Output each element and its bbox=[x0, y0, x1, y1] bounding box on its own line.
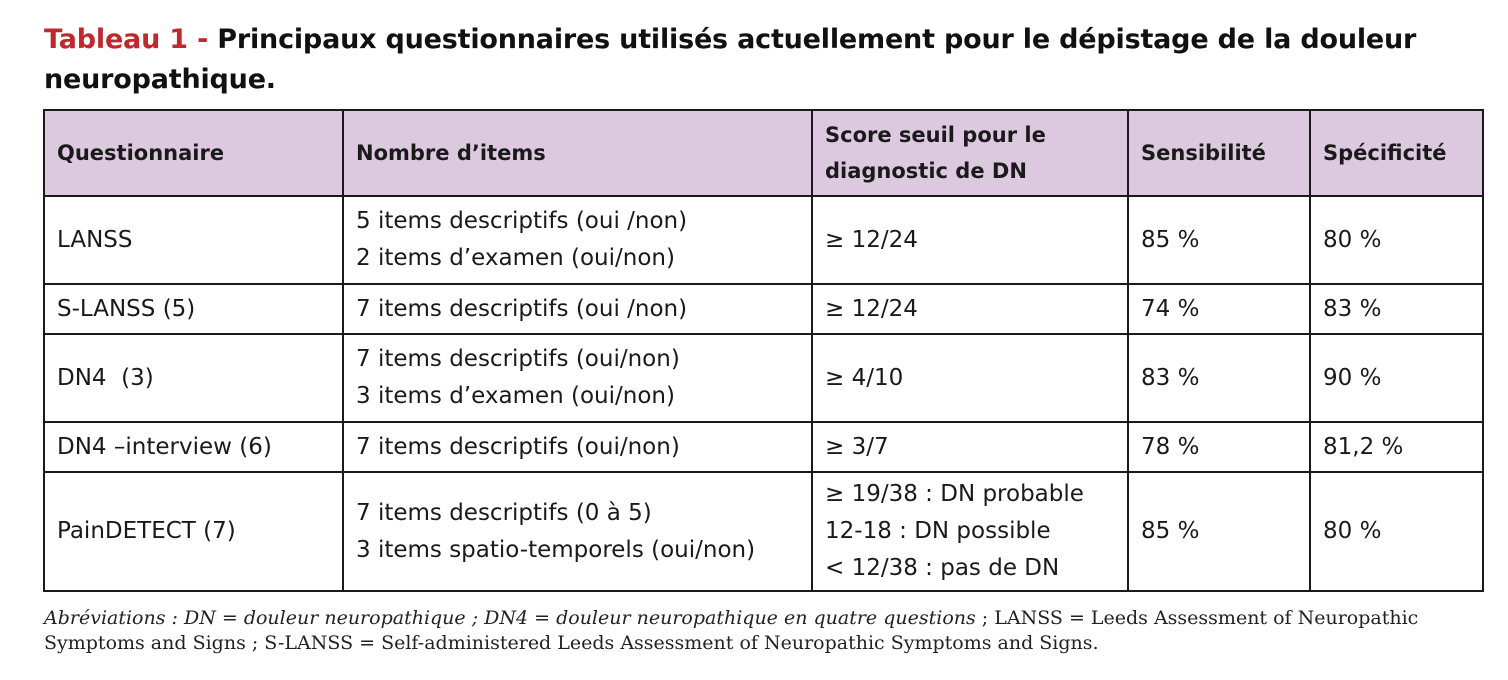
abbreviations-footnote bbox=[44, 606, 1474, 656]
header-specificite: Spécificité bbox=[1310, 110, 1483, 196]
cell-items: 7 items descriptifs (oui/non) bbox=[343, 422, 812, 472]
footnote-roman: ; LANSS = Leeds Assessment of Neuropathic Symptoms and Signs ; S-LANSS = Self-administered Leeds Assessment of Neuropathic Symptoms and Signs. bbox=[44, 607, 1419, 654]
cell-sensibilite: 74 % bbox=[1128, 284, 1310, 334]
table-title bbox=[44, 20, 1464, 100]
footnote-italic: Abréviations : DN = douleur neuropathique ; DN4 = douleur neuropathique en quatre questions bbox=[44, 607, 976, 629]
cell-score bbox=[812, 472, 1128, 591]
cell-sensibilite: 78 % bbox=[1128, 422, 1310, 472]
cell-specificite: 90 % bbox=[1310, 334, 1483, 422]
cell-specificite: 80 % bbox=[1310, 472, 1483, 591]
cell-score: ≥ 4/10 bbox=[812, 334, 1128, 422]
table-header-row bbox=[44, 110, 1483, 196]
cell-items-line: 5 items descriptifs (oui /non) bbox=[356, 208, 688, 234]
cell-score-line: ≥ 19/38 : DN probable bbox=[825, 481, 1084, 507]
cell-specificite: 83 % bbox=[1310, 284, 1483, 334]
cell-questionnaire: DN4 –interview (6) bbox=[44, 422, 343, 472]
table-row bbox=[44, 334, 1483, 422]
cell-score-line: 12-18 : DN possible bbox=[825, 518, 1051, 544]
cell-score-line: < 12/38 : pas de DN bbox=[825, 555, 1060, 581]
cell-questionnaire: DN4 (3) bbox=[44, 334, 343, 422]
header-score bbox=[812, 110, 1128, 196]
table-title-text: Principaux questionnaires utilisés actuellement pour le dépistage de la douleur neuropathique. bbox=[44, 24, 1417, 95]
header-score-line: diagnostic de DN bbox=[825, 159, 1027, 183]
cell-questionnaire: PainDETECT (7) bbox=[44, 472, 343, 591]
table-title-label: Tableau 1 - bbox=[44, 24, 209, 55]
cell-items-line: 2 items d’examen (oui/non) bbox=[356, 245, 675, 271]
header-score-line: Score seuil pour le bbox=[825, 123, 1046, 147]
table-row bbox=[44, 472, 1483, 591]
header-items: Nombre d’items bbox=[343, 110, 812, 196]
cell-items-line: 3 items d’examen (oui/non) bbox=[356, 383, 675, 409]
cell-items-line: 3 items spatio-temporels (oui/non) bbox=[356, 536, 756, 563]
cell-questionnaire: S-LANSS (5) bbox=[44, 284, 343, 334]
cell-items bbox=[343, 196, 812, 284]
cell-specificite: 81,2 % bbox=[1310, 422, 1483, 472]
cell-score: ≥ 12/24 bbox=[812, 196, 1128, 284]
header-sensibilite: Sensibilité bbox=[1128, 110, 1310, 196]
table-row bbox=[44, 422, 1483, 472]
cell-items bbox=[343, 472, 812, 591]
cell-sensibilite: 85 % bbox=[1128, 196, 1310, 284]
cell-sensibilite: 83 % bbox=[1128, 334, 1310, 422]
table-row bbox=[44, 196, 1483, 284]
cell-score: ≥ 12/24 bbox=[812, 284, 1128, 334]
cell-specificite: 80 % bbox=[1310, 196, 1483, 284]
table-row bbox=[44, 284, 1483, 334]
cell-items-line: 7 items descriptifs (0 à 5) bbox=[356, 499, 652, 526]
cell-items-line: 7 items descriptifs (oui/non) bbox=[356, 346, 680, 372]
header-questionnaire: Questionnaire bbox=[44, 110, 343, 196]
questionnaire-table bbox=[43, 109, 1484, 592]
cell-items: 7 items descriptifs (oui /non) bbox=[343, 284, 812, 334]
cell-questionnaire: LANSS bbox=[44, 196, 343, 284]
cell-score: ≥ 3/7 bbox=[812, 422, 1128, 472]
cell-sensibilite: 85 % bbox=[1128, 472, 1310, 591]
cell-items bbox=[343, 334, 812, 422]
